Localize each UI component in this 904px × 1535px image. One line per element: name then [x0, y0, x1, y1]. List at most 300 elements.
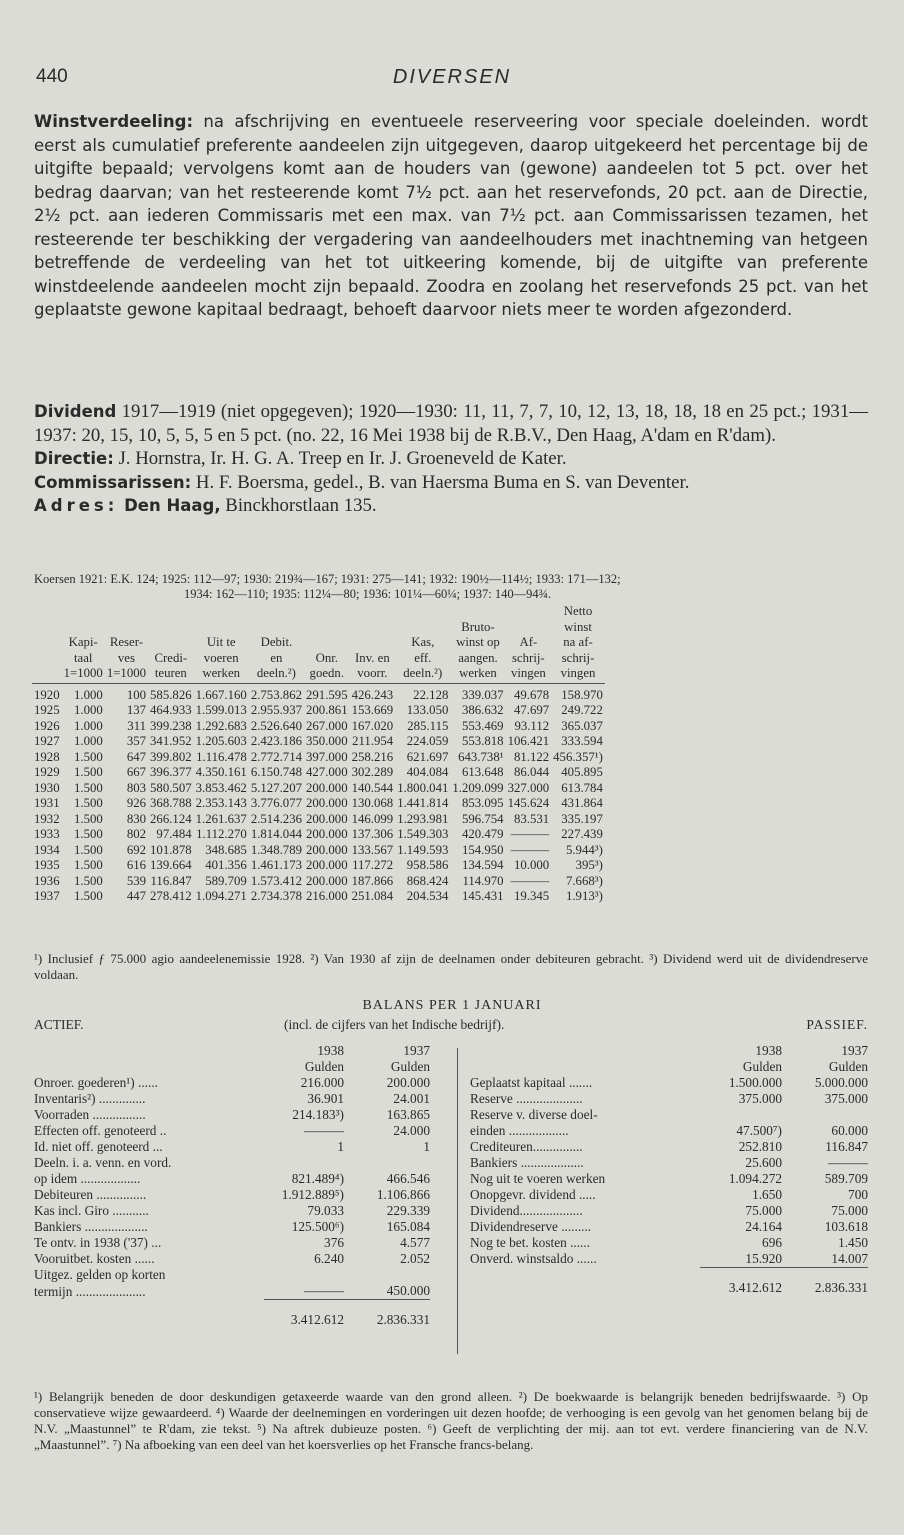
- actief-item-value: 163.865: [386, 1107, 430, 1122]
- table-cell: 83.531: [513, 811, 550, 826]
- actief-item-value: 125.500⁶): [291, 1219, 344, 1234]
- table-cell: 116.847: [150, 873, 192, 888]
- table-cell: 4.350.161: [195, 765, 247, 779]
- table-header-cell: vingen: [506, 666, 552, 683]
- table-header-cell: [450, 604, 505, 620]
- actief-label: ACTIEF.: [34, 1017, 84, 1032]
- table-cell: 167.020: [351, 718, 394, 733]
- row-year: 1927: [34, 734, 60, 748]
- table-cell: 926: [126, 796, 147, 810]
- passief-year1: 1938: [755, 1043, 782, 1058]
- table-header-cell: Onr.: [315, 650, 338, 665]
- table-cell: 464.933: [150, 703, 192, 717]
- table-row: [32, 765, 605, 781]
- table-cell: 251.084: [351, 889, 394, 903]
- passief-item-label: Bankiers ...................: [470, 1155, 584, 1170]
- passief-item-label: einden ..................: [470, 1123, 569, 1138]
- table-cell: 10.000: [513, 858, 550, 872]
- table-header-cell: 1=1000: [105, 666, 148, 683]
- passief-item-value: 696: [762, 1235, 782, 1250]
- actief-item-value: 1.912.889⁵): [281, 1187, 344, 1202]
- table-header-cell: eff.: [414, 650, 432, 665]
- table-cell: 401.356: [205, 858, 247, 872]
- table-header-cell: schrij-: [561, 650, 595, 665]
- actief-item-label: termijn .....................: [34, 1283, 146, 1299]
- table-header-cell: [148, 620, 194, 636]
- actief-item-value: 216.000: [300, 1075, 344, 1090]
- table-header-cell: na af-: [563, 635, 593, 649]
- table-cell: 133.567: [351, 842, 394, 857]
- table-header-cell: winst op: [456, 635, 500, 649]
- actief-item-value: 214.183³): [292, 1107, 344, 1122]
- passief-total-value: 2.836.331: [782, 1268, 868, 1297]
- running-head: DIVERSEN: [392, 66, 512, 88]
- table-cell: 1.205.603: [195, 734, 247, 748]
- table-cell: 1.814.044: [250, 827, 302, 841]
- actief-item-label: Inventaris²) ..............: [34, 1091, 146, 1106]
- table-cell: 368.788: [150, 796, 192, 810]
- table-cell: 153.669: [351, 703, 394, 717]
- actief-item-value: 1: [337, 1139, 344, 1154]
- table-cell: ———: [510, 873, 550, 888]
- passief-row: [470, 1171, 868, 1187]
- table-cell: 447: [126, 889, 147, 903]
- adres-text: Binckhorstlaan 135.: [220, 495, 377, 516]
- table-header-cell: en: [270, 650, 283, 665]
- passief-item-value: 75.000: [831, 1203, 868, 1218]
- table-row: [32, 796, 605, 812]
- table-header-cell: [32, 620, 62, 636]
- table-cell: 1.500: [74, 811, 103, 826]
- row-year: 1936: [34, 873, 60, 888]
- table-cell: 216.000: [306, 889, 348, 903]
- table-cell: 830: [126, 811, 147, 826]
- table-cell: 348.685: [205, 842, 247, 857]
- table-cell: 456.357¹): [553, 749, 603, 764]
- actief-item-value: 4.577: [400, 1235, 430, 1250]
- actief-item-label: Uitgez. gelden op korten: [34, 1267, 166, 1282]
- table-header-cell: [32, 635, 62, 651]
- table-header-cell: schrij-: [512, 650, 545, 665]
- dividend-paragraph: [34, 400, 868, 447]
- row-year: 1930: [34, 780, 60, 795]
- actief-item-value: 2.052: [400, 1251, 430, 1266]
- row-year: 1933: [34, 827, 60, 841]
- balans-title: BALANS PER 1 JANUARI: [362, 998, 542, 1013]
- table-cell: 1.667.160: [195, 687, 247, 702]
- actief-item-value: 1: [423, 1139, 430, 1154]
- table-row: [32, 750, 605, 766]
- table-cell: 1.000: [74, 718, 103, 733]
- actief-row: [34, 1235, 430, 1251]
- actief-item-value: 36.901: [307, 1091, 344, 1106]
- passief-item-label: Nog te bet. kosten ......: [470, 1235, 591, 1250]
- actief-year2: 1937: [403, 1043, 430, 1058]
- table-cell: 302.289: [351, 765, 394, 779]
- table-cell: 1.500: [74, 889, 103, 903]
- table-cell: ———: [510, 842, 550, 857]
- directie-text: J. Hornstra, Ir. H. G. A. Treep en Ir. J. Groeneveld de Kater.: [113, 448, 567, 469]
- table-row: [32, 858, 605, 874]
- passief-item-label: Onopgevr. dividend .....: [470, 1187, 596, 1202]
- table-cell: 692: [126, 842, 147, 857]
- passief-item-label: Reserve ....................: [470, 1091, 583, 1106]
- table-cell: 1.500: [74, 842, 103, 857]
- table-cell: 47.697: [513, 703, 550, 717]
- actief-row: [34, 1267, 430, 1283]
- table-cell: 278.412: [150, 889, 192, 903]
- table-cell: 1.500: [74, 827, 103, 841]
- actief-item-label: Vooruitbet. kosten ......: [34, 1251, 155, 1266]
- table-header-cell: deeln.²): [395, 666, 450, 683]
- commissarissen-label: Commissarissen:: [34, 472, 192, 492]
- actief-item-value: 450.000: [344, 1283, 430, 1300]
- table-footnotes: ¹) Inclusief ƒ 75.000 agio aandeelenemissie 1928. ²) Van 1930 af zijn de deelnamen onder debiteuren gebracht. ³) Dividend werd uit de dividendreserve voldaan.: [34, 951, 868, 982]
- table-cell: 3.776.077: [250, 796, 302, 810]
- table-header-cell: Kapi-: [68, 635, 98, 649]
- table-cell: 365.037: [561, 718, 603, 733]
- table-header-cell: Debit.: [260, 635, 293, 649]
- table-header-cell: aangen.: [458, 650, 498, 665]
- table-cell: 539: [126, 873, 147, 888]
- table-cell: 1.000: [74, 703, 103, 717]
- table-header-cell: voeren: [203, 650, 239, 665]
- table-cell: 200.000: [306, 827, 348, 841]
- table-row: [32, 889, 605, 905]
- table-cell: 2.772.714: [250, 749, 302, 764]
- actief-item-value: [344, 1155, 430, 1171]
- actief-item-value: [344, 1267, 430, 1283]
- actief-item-label: Te ontv. in 1938 ('37) ...: [34, 1235, 162, 1250]
- table-cell: 81.122: [513, 749, 550, 764]
- table-row: [32, 843, 605, 859]
- passief-total-label: [470, 1268, 700, 1297]
- table-cell: 386.632: [461, 703, 504, 717]
- table-header-cell: [304, 620, 350, 636]
- table-header-cell: Inv. en: [355, 650, 390, 665]
- table-cell: 350.000: [306, 734, 348, 748]
- passief-row: [470, 1187, 868, 1203]
- actief-item-value: 821.489⁴): [291, 1171, 344, 1186]
- company-info: [34, 400, 868, 518]
- table-cell: 1.549.303: [397, 827, 449, 841]
- passief-table: [470, 1043, 868, 1296]
- table-cell: 137: [126, 703, 147, 717]
- actief-item-value: 466.546: [386, 1171, 430, 1186]
- table-cell: 404.084: [406, 765, 449, 779]
- actief-row: [34, 1123, 430, 1139]
- table-cell: 1.293.981: [397, 811, 449, 826]
- table-cell: 958.586: [406, 858, 449, 872]
- table-cell: 1.500: [74, 796, 103, 810]
- passief-total-value: 3.412.612: [700, 1268, 782, 1297]
- actief-item-value: 6.240: [314, 1251, 344, 1266]
- table-cell: 291.595: [306, 687, 348, 702]
- table-cell: 145.624: [507, 796, 550, 810]
- table-cell: 431.864: [561, 796, 603, 810]
- table-header-cell: Credi-: [154, 650, 188, 665]
- passief-item-value: 1.650: [752, 1187, 782, 1202]
- table-cell: 1.348.789: [250, 842, 302, 857]
- table-cell: 139.664: [150, 858, 192, 872]
- table-cell: 585.826: [150, 687, 192, 702]
- passief-item-value: 116.847: [825, 1139, 868, 1154]
- passief-row: [470, 1155, 868, 1171]
- table-cell: 140.544: [351, 780, 394, 795]
- table-cell: 106.421: [507, 734, 550, 748]
- table-cell: 158.970: [561, 687, 603, 702]
- passief-unit1: Gulden: [742, 1059, 782, 1074]
- adres-city: Den Haag,: [118, 496, 221, 515]
- table-header-cell: vingen: [551, 666, 605, 683]
- table-cell: 1.209.099: [452, 780, 504, 795]
- table-header-cell: 1=1000: [62, 666, 105, 683]
- passief-label: PASSIEF.: [806, 1017, 868, 1032]
- actief-total-label: [34, 1300, 264, 1329]
- table-cell: ———: [510, 827, 550, 841]
- table-cell: 2.526.640: [250, 718, 302, 733]
- table-header-cell: Uit te: [206, 635, 236, 649]
- table-cell: 204.534: [406, 889, 449, 903]
- actief-item-value: 24.001: [393, 1091, 430, 1106]
- passief-item-value: 60.000: [831, 1123, 868, 1138]
- table-cell: 1.261.637: [195, 811, 247, 826]
- passief-item-value: 700: [848, 1187, 868, 1202]
- actief-row: [34, 1203, 430, 1219]
- table-cell: 1.599.013: [195, 703, 247, 717]
- table-cell: 1.094.271: [195, 889, 247, 903]
- passief-row: [470, 1219, 868, 1235]
- table-cell: 2.423.186: [250, 734, 302, 748]
- table-cell: 1.461.173: [250, 858, 302, 872]
- passief-item-value: 15.920: [745, 1251, 782, 1266]
- actief-item-label: Deeln. i. a. venn. en vord.: [34, 1155, 172, 1170]
- table-cell: 86.044: [513, 765, 550, 779]
- table-header-cell: [249, 620, 304, 636]
- passief-item-value: ———: [828, 1155, 868, 1170]
- actief-item-value: 376: [324, 1235, 344, 1250]
- table-cell: 426.243: [351, 687, 394, 702]
- table-cell: 596.754: [461, 811, 504, 826]
- table-header-cell: [32, 651, 62, 667]
- actief-unit2: Gulden: [390, 1059, 430, 1074]
- table-cell: 1.112.270: [196, 827, 247, 841]
- table-cell: 311: [127, 718, 147, 733]
- page-number: 440: [36, 66, 68, 87]
- actief-item-value: ———: [304, 1123, 344, 1138]
- table-header-cell: [506, 620, 552, 636]
- passief-item-value: [782, 1107, 868, 1123]
- table-header-cell: Af-: [519, 635, 538, 649]
- table-header-cell: [32, 604, 62, 620]
- actief-item-value: 1.106.866: [376, 1187, 430, 1202]
- row-year: 1920: [34, 687, 60, 702]
- winstverdeeling-text: na afschrijving en eventueele reserveering voor speciale doeleinden. wordt eerst als cumulatief preferente aandeelen zijn uitgegeven, daarop uitgekeerd het percentage bij de uitgifte bepaald; vervolgens komt aan de houders van (gewone) aandeelen tot 5 pct. over het bedrag daarvan; van het resteerende komt 7½ pct. aan het reservefonds, 20 pct. aan de Directie, 2½ pct. aan iederen Commissaris met een max. van 7½ pct. aan Commissarissen tezamen, het resteerende ter beschikking der vergadering van aandeelhouders met inachtneming van hetgeen betreffende de verdeeling van het tot uitkeering komende, bij de uitgifte van preferente winstdeelende aandeelen mocht zijn bepaald. Zoodra en zoolang het reservefonds 25 pct. van het geplaatste gewone kapitaal bedraagt, behoeft daarvoor niets meer te worden afgezonderd.: [34, 112, 868, 319]
- table-row: [32, 719, 605, 735]
- table-header-cell: taal: [73, 650, 93, 665]
- passief-item-label: Onverd. winstsaldo ......: [470, 1251, 597, 1266]
- balans-passief: [470, 1043, 870, 1296]
- table-cell: 333.594: [561, 734, 603, 748]
- table-cell: 130.068: [351, 796, 394, 810]
- actief-item-label: Voorraden ................: [34, 1107, 146, 1122]
- balans-divider: [457, 1048, 458, 1354]
- table-cell: 399.238: [150, 718, 192, 733]
- dividend-text: 1917—1919 (niet opgegeven); 1920—1930: 11, 11, 7, 7, 10, 12, 13, 18, 18, 18 en 25 pct.; 1931—1937: 20, 15, 10, 5, 5, 5 en 5 pct. (no. 22, 16 Mei 1938 bij de R.B.V., Den Haag, A'dam en R'dam).: [34, 401, 868, 446]
- table-cell: 117.272: [352, 858, 394, 872]
- row-year: 1937: [34, 889, 60, 903]
- table-cell: 6.150.748: [250, 765, 302, 779]
- table-cell: 1.573.412: [250, 873, 302, 888]
- table-cell: 357: [126, 734, 147, 748]
- balans-subtitle: (incl. de cijfers van het Indische bedrijf).: [284, 1017, 505, 1032]
- table-cell: 553.469: [461, 718, 504, 733]
- adres-paragraph: [34, 494, 868, 518]
- table-cell: 621.697: [406, 749, 449, 764]
- table-cell: 667: [126, 765, 147, 779]
- table-header-cell: [350, 635, 396, 651]
- table-header-cell: [304, 604, 350, 620]
- table-cell: 1.500: [74, 765, 103, 779]
- table-cell: 100: [126, 687, 147, 702]
- passief-item-value: 75.000: [745, 1203, 782, 1218]
- table-cell: 187.866: [351, 873, 394, 888]
- table-cell: 101.878: [150, 842, 192, 857]
- table-header-cell: [148, 635, 194, 651]
- koersen-line-2: 1934: 162—110; 1935: 112¼—80; 1936: 101¼—60¼; 1937: 140—94¾.: [184, 587, 552, 601]
- table-cell: 397.000: [306, 749, 348, 764]
- table-row: [32, 703, 605, 719]
- actief-item-value: 200.000: [386, 1075, 430, 1090]
- table-cell: 1.116.478: [196, 749, 247, 764]
- passief-item-value: 24.164: [745, 1219, 782, 1234]
- passief-item-value: 252.810: [738, 1139, 782, 1154]
- passief-item-value: 25.600: [745, 1155, 782, 1170]
- actief-total-row: [34, 1300, 430, 1329]
- table-row: [32, 781, 605, 797]
- actief-total-value: 3.412.612: [264, 1300, 344, 1329]
- row-year: 1928: [34, 749, 60, 764]
- passief-item-label: Dividend...................: [470, 1203, 583, 1218]
- table-cell: 93.112: [514, 718, 550, 733]
- table-cell: 154.950: [461, 842, 504, 857]
- table-header-cell: [194, 620, 249, 636]
- table-cell: 133.050: [406, 703, 449, 717]
- passief-row: [470, 1235, 868, 1251]
- passief-item-value: 103.618: [824, 1219, 868, 1234]
- passief-unit2: Gulden: [828, 1059, 868, 1074]
- table-row: [32, 812, 605, 828]
- directie-paragraph: [34, 447, 868, 471]
- passief-item-label: Crediteuren...............: [470, 1139, 583, 1154]
- page-header: [36, 66, 868, 90]
- passief-row: [470, 1107, 868, 1123]
- table-cell: 395³): [575, 858, 603, 872]
- table-cell: 2.353.143: [195, 796, 247, 810]
- actief-row: [34, 1187, 430, 1203]
- table-cell: 1.149.593: [397, 842, 449, 857]
- table-cell: 200.000: [306, 858, 348, 872]
- table-header-cell: werken: [194, 666, 249, 683]
- table-header-cell: [105, 604, 148, 620]
- table-header-cell: Reser-: [109, 635, 143, 649]
- row-year: 1926: [34, 718, 60, 733]
- commissarissen-paragraph: [34, 471, 868, 495]
- actief-item-label: Debiteuren ...............: [34, 1187, 147, 1202]
- financial-table: [32, 604, 605, 905]
- table-cell: 2.514.236: [250, 811, 302, 826]
- table-cell: 134.594: [461, 858, 504, 872]
- table-cell: 145.431: [461, 889, 504, 903]
- table-cell: 22.128: [413, 687, 449, 702]
- row-year: 1929: [34, 765, 60, 779]
- passief-row: [470, 1139, 868, 1155]
- actief-item-label: Onroer. goederen¹) ......: [34, 1075, 158, 1090]
- table-header-cell: [249, 604, 304, 620]
- table-cell: 580.507: [150, 780, 192, 795]
- table-header-cell: [62, 604, 105, 620]
- actief-item-value: 79.033: [307, 1203, 344, 1218]
- table-header-cell: werken: [450, 666, 505, 683]
- passief-item-label: Nog uit te voeren werken: [470, 1171, 606, 1186]
- table-cell: 137.306: [351, 827, 394, 841]
- table-cell: 5.127.207: [250, 780, 302, 795]
- table-cell: 2.955.937: [250, 703, 302, 717]
- actief-row: [34, 1219, 430, 1235]
- table-cell: 285.115: [407, 718, 449, 733]
- balans-actief: [34, 1043, 454, 1328]
- winstverdeeling-paragraph: [34, 110, 868, 322]
- table-cell: 200.000: [306, 811, 348, 826]
- passief-item-value: 375.000: [738, 1091, 782, 1106]
- table-header-cell: [395, 604, 450, 620]
- table-cell: 200.861: [306, 703, 348, 717]
- table-cell: 200.000: [306, 873, 348, 888]
- table-cell: 146.099: [351, 811, 394, 826]
- passief-total-row: [470, 1268, 868, 1297]
- actief-item-label: op idem ..................: [34, 1171, 141, 1186]
- actief-item-value: [264, 1267, 344, 1283]
- table-cell: 3.853.462: [195, 780, 247, 795]
- table-cell: 49.678: [513, 687, 550, 702]
- table-header-cell: [32, 666, 62, 683]
- table-cell: 1.500: [74, 858, 103, 872]
- table-cell: 613.784: [561, 780, 603, 795]
- actief-row: [34, 1139, 430, 1155]
- passief-item-value: 47.500⁷): [736, 1123, 782, 1138]
- table-cell: 616: [126, 858, 147, 872]
- table-cell: 266.124: [150, 811, 192, 826]
- commissarissen-text: H. F. Boersma, gedel., B. van Haersma Buma en S. van Deventer.: [191, 471, 690, 493]
- table-cell: 420.479: [461, 827, 504, 841]
- table-header-cell: voorr.: [350, 666, 396, 683]
- table-cell: 224.059: [406, 734, 449, 748]
- table-header-cell: Netto: [563, 604, 593, 618]
- table-header-cell: Kas,: [411, 635, 435, 649]
- balans-footnotes: ¹) Belangrijk beneden de door deskundigen getaxeerde waarde van den grond alleen. ²) De boekwaarde is belangrijk beneden bedrijfswaarde. ³) Op conservatieve wijze gewaardeerd. ⁴) Waarde der deelnemingen en vorderingen uit dezen hoofde; de verhooging is een gevolg van het genomen belang bij de N.V. „Maastunnel” te R'dam, zie tekst. ⁵) Na aftrek dubieuze posten. ⁶) Geeft de verplichting der mij. aan tot evt. verdere financiering van de N.V. „Maastunnel”. ⁷) Na afboeking van een deel van het koersverlies op het Fransche francs-belang.: [34, 1389, 868, 1452]
- table-cell: 200.000: [306, 796, 348, 810]
- table-cell: 396.377: [150, 765, 192, 779]
- table-header-cell: [350, 620, 396, 636]
- table-cell: 200.000: [306, 780, 348, 795]
- table-header-cell: winst: [564, 619, 592, 634]
- table-cell: 249.722: [561, 703, 603, 717]
- table-header-cell: [105, 620, 148, 636]
- table-cell: 1.441.814: [397, 796, 449, 810]
- table-cell: 5.944³): [565, 842, 603, 857]
- passief-item-value: 5.000.000: [814, 1075, 868, 1090]
- passief-item-label: Reserve v. diverse doel-: [470, 1107, 598, 1122]
